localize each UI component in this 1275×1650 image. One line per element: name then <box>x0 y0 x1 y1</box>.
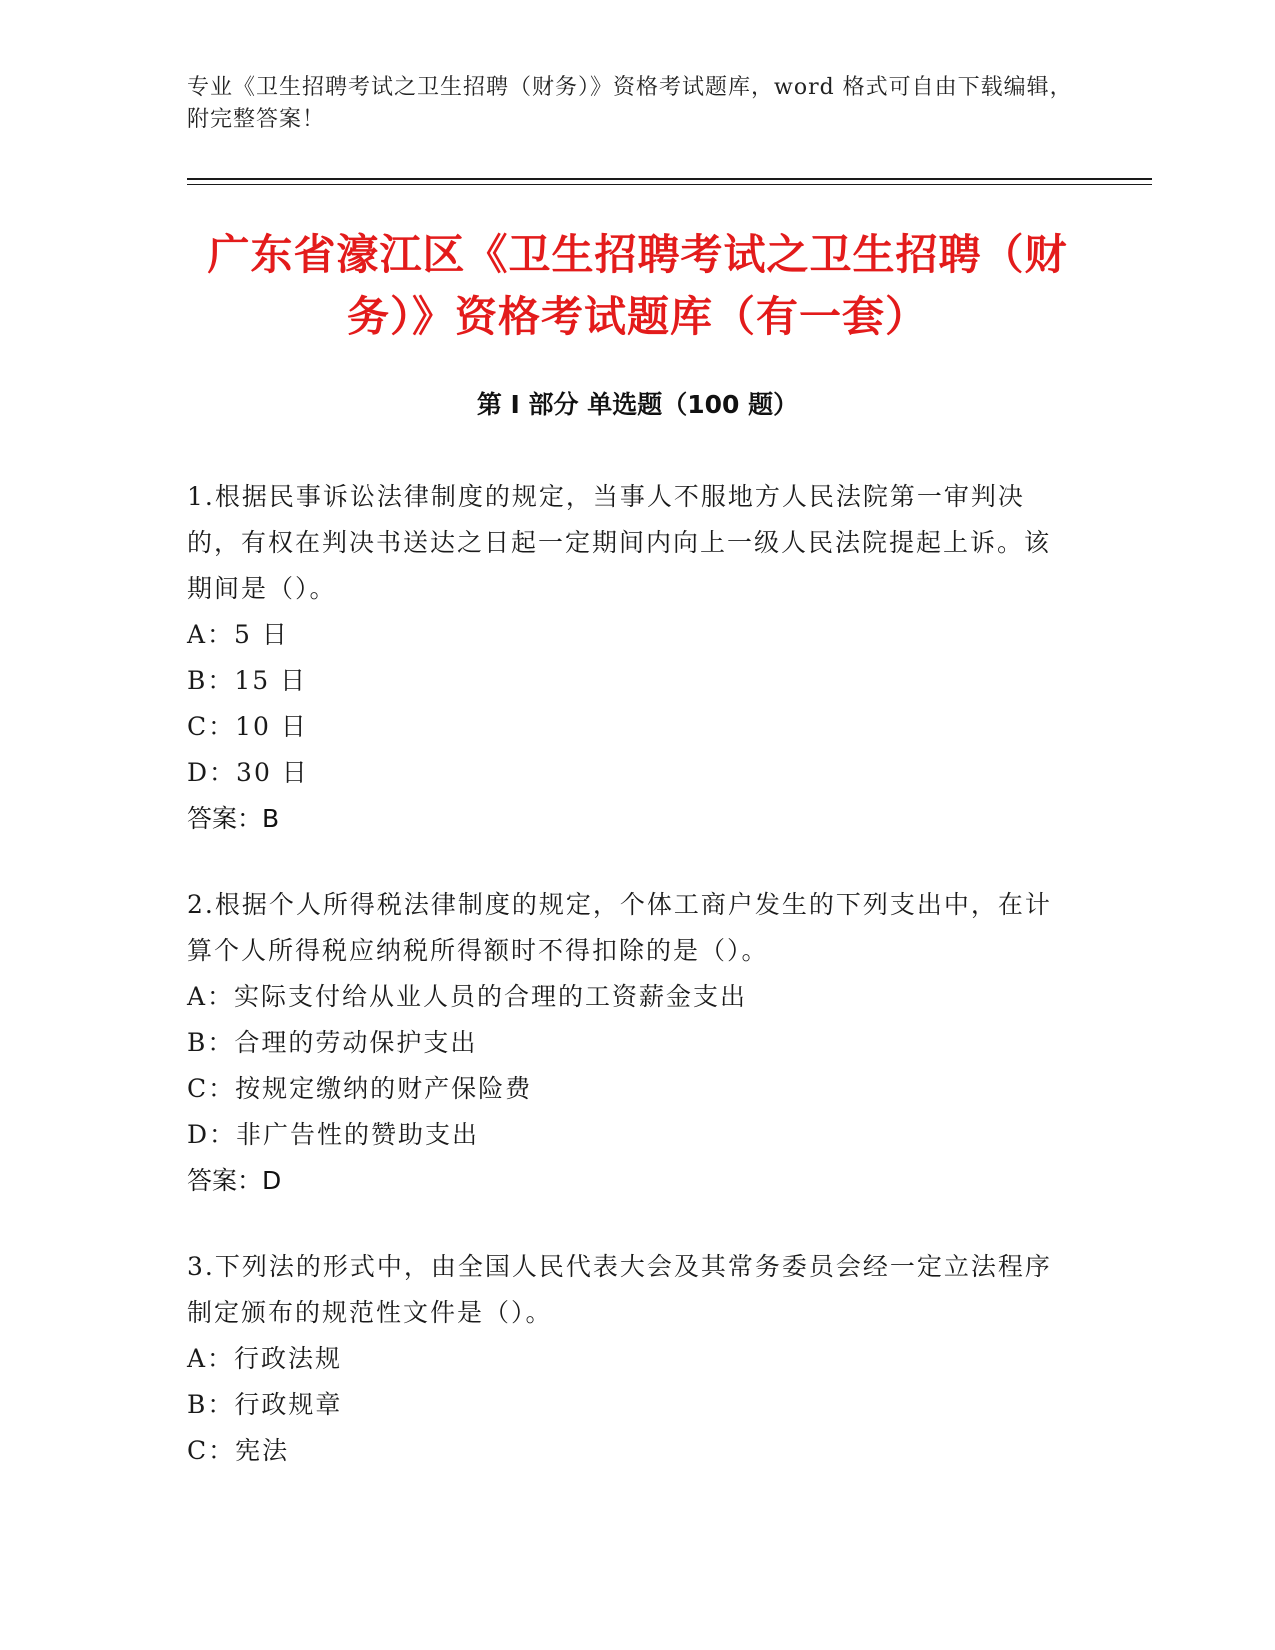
header-divider-thin <box>187 184 1152 185</box>
question-option: A：5 日 <box>187 620 289 649</box>
question-option: C：按规定缴纳的财产保险费 <box>187 1074 533 1103</box>
question-option: C：10 日 <box>187 712 308 741</box>
question-item <box>187 474 1067 842</box>
question-option: D：30 日 <box>187 758 309 787</box>
question-option: B：行政规章 <box>187 1390 343 1419</box>
question-option: A：实际支付给从业人员的合理的工资薪金支出 <box>187 982 748 1011</box>
header-note: 专业《卫生招聘考试之卫生招聘（财务）》资格考试题库，word 格式可自由下载编辑，附完整答案！ <box>187 75 1073 132</box>
question-item <box>187 1244 1067 1474</box>
document-title: 广东省濠江区《卫生招聘考试之卫生招聘（财务）》资格考试题库（有一套） <box>207 230 1068 341</box>
question-option: B：合理的劳动保护支出 <box>187 1028 478 1057</box>
question-option: A：行政法规 <box>187 1344 343 1373</box>
question-list <box>187 474 1067 1514</box>
question-option: B：15 日 <box>187 666 308 695</box>
question-answer: 答案：D <box>187 1166 282 1195</box>
question-item <box>187 882 1067 1204</box>
section-title: 第 I 部分 单选题（100 题） <box>476 390 799 419</box>
question-option: D：非广告性的赞助支出 <box>187 1120 480 1149</box>
question-stem: 2.根据个人所得税法律制度的规定，个体工商户发生的下列支出中，在计算个人所得税应纳税所得额时不得扣除的是（）。 <box>187 890 1052 965</box>
header-divider-thick <box>187 178 1152 180</box>
question-answer: 答案：B <box>187 804 280 833</box>
question-option: C：宪法 <box>187 1436 290 1465</box>
question-stem: 1.根据民事诉讼法律制度的规定，当事人不服地方人民法院第一审判决的，有权在判决书送达之日起一定期间内向上一级人民法院提起上诉。该期间是（）。 <box>187 482 1052 603</box>
question-stem: 3.下列法的形式中，由全国人民代表大会及其常务委员会经一定立法程序制定颁布的规范性文件是（）。 <box>187 1252 1052 1327</box>
